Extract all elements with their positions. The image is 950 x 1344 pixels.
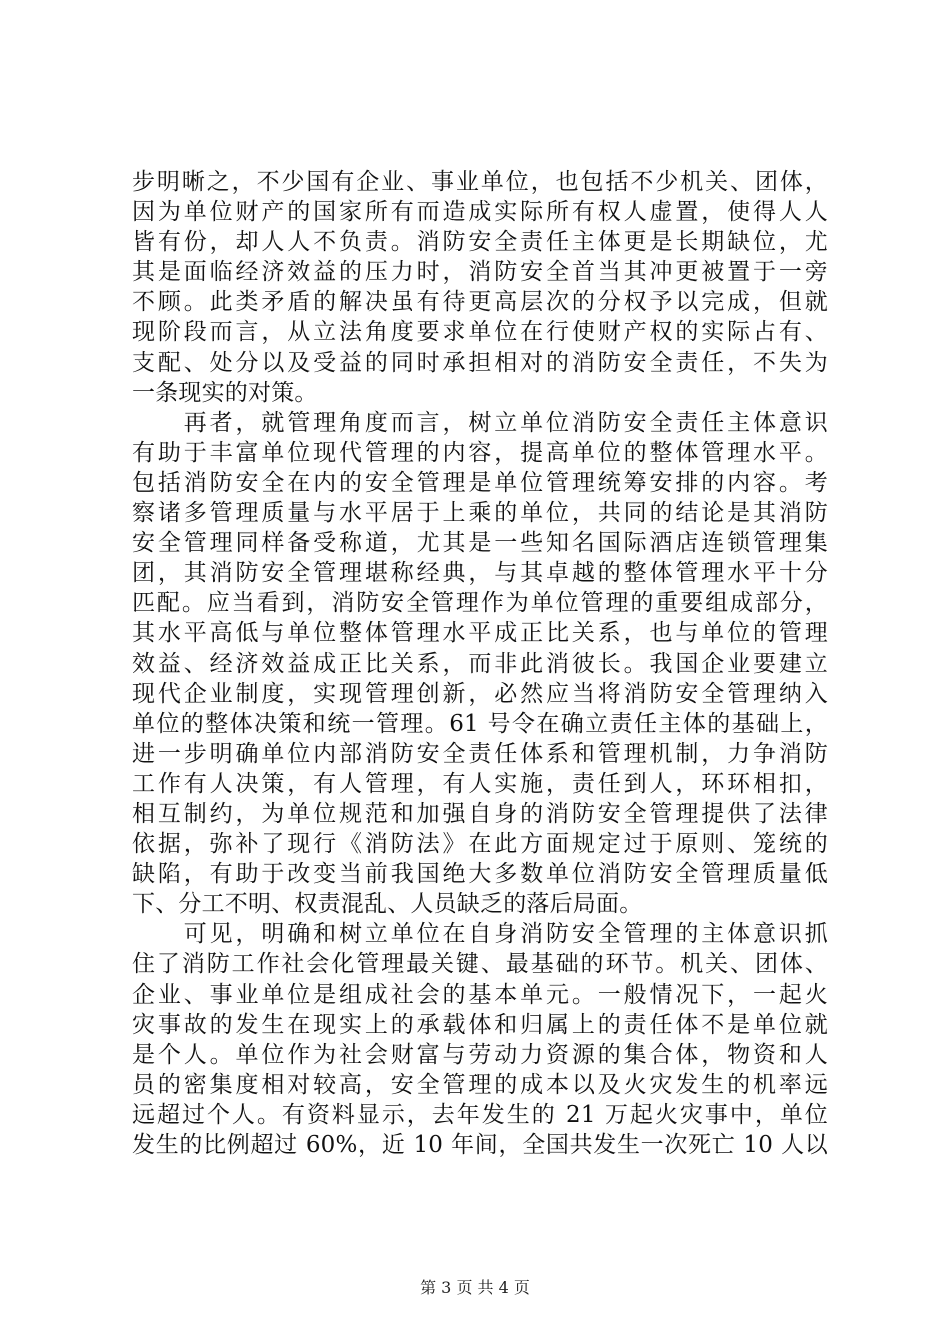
page-footer: 第 3 页 共 4 页 [420, 1278, 530, 1297]
text-line: 发生的比例超过 60%，近 10 年间，全国共发生一次死亡 10 人以 [132, 1132, 828, 1158]
text-line: 下、分工不明、权责混乱、人员缺乏的落后局面。 [132, 891, 643, 918]
text-line: 包括消防安全在内的安全管理是单位管理统筹安排的内容。考 [132, 469, 828, 496]
text-line: 远超过个人。有资料显示，去年发生的 21 万起火灾事中，单位 [132, 1101, 828, 1128]
text-line: 支配、处分以及受益的同时承担相对的消防安全责任，不失为 [132, 349, 828, 376]
text-line: 住了消防工作社会化管理最关键、最基础的环节。机关、团体、 [132, 951, 828, 978]
text-line: 再者，就管理角度而言，树立单位消防安全责任主体意识 [132, 409, 828, 436]
text-line: 相互制约，为单位规范和加强自身的消防安全管理提供了法律 [132, 800, 828, 827]
text-line: 工作有人决策，有人管理，有人实施，责任到人，环环相扣， [132, 770, 828, 797]
text-line: 匹配。应当看到，消防安全管理作为单位管理的重要组成部分， [132, 590, 828, 617]
text-line: 因为单位财产的国家所有而造成实际所有权人虚置，使得人人 [132, 199, 828, 226]
text-line: 察诸多管理质量与水平居于上乘的单位，共同的结论是其消防 [132, 500, 828, 527]
text-line: 灾事故的发生在现实上的承载体和归属上的责任体不是单位就 [132, 1011, 828, 1038]
text-line: 员的密集度相对较高，安全管理的成本以及火灾发生的机率远 [132, 1071, 828, 1098]
text-line: 缺陷，有助于改变当前我国绝大多数单位消防安全管理质量低 [132, 861, 828, 888]
text-line: 步明晰之，不少国有企业、事业单位，也包括不少机关、团体， [132, 169, 828, 195]
text-line: 其水平高低与单位整体管理水平成正比关系，也与单位的管理 [132, 620, 828, 647]
text-line: 现阶段而言，从立法角度要求单位在行使财产权的实际占有、 [132, 319, 828, 346]
body-text [132, 167, 828, 1160]
text-line: 单位的整体决策和统一管理。61 号令在确立责任主体的基础上， [132, 710, 828, 737]
text-line: 有助于丰富单位现代管理的内容，提高单位的整体管理水平。 [132, 439, 828, 466]
text-line: 可见，明确和树立单位在自身消防安全管理的主体意识抓 [132, 921, 828, 948]
text-line: 效益、经济效益成正比关系，而非此消彼长。我国企业要建立 [132, 650, 828, 677]
text-line: 现代企业制度，实现管理创新，必然应当将消防安全管理纳入 [132, 680, 828, 707]
text-line: 一条现实的对策。 [132, 379, 318, 406]
text-line: 其是面临经济效益的压力时，消防安全首当其冲更被置于一旁 [132, 259, 828, 286]
text-line: 依据，弥补了现行《消防法》在此方面规定过于原则、笼统的 [132, 831, 828, 858]
text-line: 团，其消防安全管理堪称经典，与其卓越的整体管理水平十分 [132, 560, 828, 587]
text-line: 进一步明确单位内部消防安全责任体系和管理机制，力争消防 [132, 740, 828, 767]
text-line: 是个人。单位作为社会财富与劳动力资源的集合体，物资和人 [132, 1041, 828, 1068]
text-line: 皆有份，却人人不负责。消防安全责任主体更是长期缺位，尤 [132, 229, 828, 256]
text-line: 安全管理同样备受称道，尤其是一些知名国际酒店连锁管理集 [132, 530, 828, 557]
text-line: 企业、事业单位是组成社会的基本单元。一般情况下，一起火 [132, 981, 828, 1008]
text-line: 不顾。此类矛盾的解决虽有待更高层次的分权予以完成，但就 [132, 289, 828, 316]
